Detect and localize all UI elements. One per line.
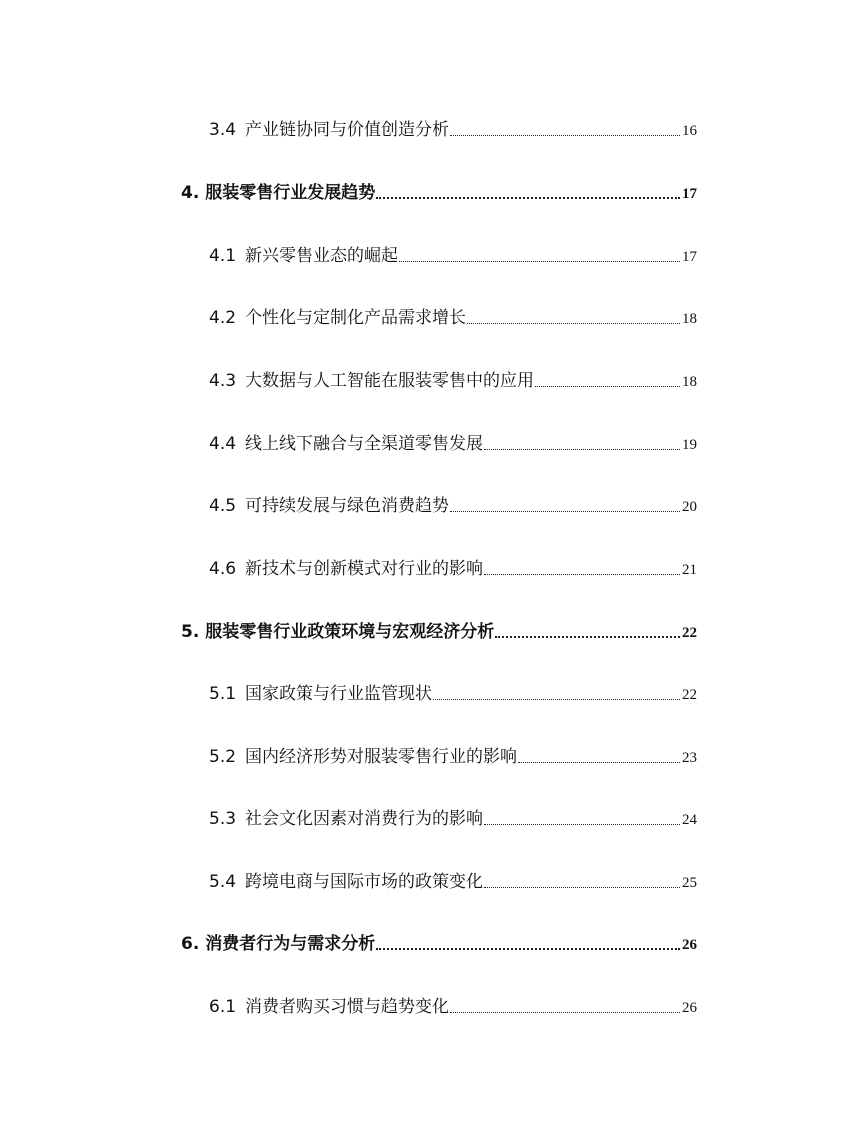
entry-number: 6.1 bbox=[209, 997, 237, 1017]
entry-page-number: 25 bbox=[682, 875, 697, 891]
toc-entry-6-1[interactable] bbox=[209, 993, 697, 1017]
toc-entry-5-4[interactable] bbox=[209, 868, 697, 892]
entry-page-number: 22 bbox=[682, 625, 697, 641]
entry-title: 个性化与定制化产品需求增长 bbox=[245, 308, 467, 328]
entry-title: 消费者行为与需求分析 bbox=[205, 934, 376, 954]
entry-number: 4.6 bbox=[209, 559, 237, 579]
entry-page-number: 20 bbox=[682, 499, 697, 515]
entry-title: 跨境电商与国际市场的政策变化 bbox=[245, 872, 484, 892]
entry-page-number: 17 bbox=[682, 186, 697, 202]
entry-page-number: 19 bbox=[682, 437, 697, 453]
entry-page-number: 26 bbox=[682, 1000, 697, 1016]
entry-title: 社会文化因素对消费行为的影响 bbox=[245, 809, 484, 829]
toc-entry-4-5[interactable] bbox=[209, 492, 697, 516]
dot-leader bbox=[484, 824, 680, 825]
entry-page-number: 26 bbox=[682, 937, 697, 953]
dot-leader bbox=[433, 699, 680, 700]
toc-entry-4-1[interactable] bbox=[209, 242, 697, 266]
dot-leader bbox=[376, 197, 680, 199]
toc-entry-5-2[interactable] bbox=[209, 743, 697, 767]
entry-title: 国内经济形势对服装零售行业的影响 bbox=[245, 747, 518, 767]
toc-entry-4-6[interactable] bbox=[209, 555, 697, 579]
entry-number: 5. bbox=[181, 622, 200, 642]
toc-entry-4-4[interactable] bbox=[209, 430, 697, 454]
entry-number: 4.4 bbox=[209, 434, 237, 454]
toc-entry-3-4[interactable] bbox=[209, 116, 697, 140]
toc-entry-4[interactable] bbox=[181, 179, 697, 203]
entry-title: 国家政策与行业监管现状 bbox=[245, 684, 433, 704]
entry-number: 6. bbox=[181, 934, 200, 954]
dot-leader bbox=[484, 449, 680, 450]
entry-title: 新技术与创新模式对行业的影响 bbox=[245, 559, 484, 579]
dot-leader bbox=[495, 636, 680, 638]
toc-entry-5-3[interactable] bbox=[209, 805, 697, 829]
entry-number: 5.2 bbox=[209, 747, 237, 767]
entry-number: 4.3 bbox=[209, 371, 237, 391]
entry-title: 消费者购买习惯与趋势变化 bbox=[245, 997, 450, 1017]
entry-number: 5.3 bbox=[209, 809, 237, 829]
entry-title: 线上线下融合与全渠道零售发展 bbox=[245, 434, 484, 454]
dot-leader bbox=[450, 511, 680, 512]
entry-page-number: 18 bbox=[682, 311, 697, 327]
entry-number: 3.4 bbox=[209, 120, 237, 140]
entry-page-number: 18 bbox=[682, 374, 697, 390]
entry-title: 服装零售行业政策环境与宏观经济分析 bbox=[205, 622, 495, 642]
entry-title: 可持续发展与绿色消费趋势 bbox=[245, 496, 450, 516]
entry-page-number: 22 bbox=[682, 687, 697, 703]
toc-entry-5-1[interactable] bbox=[209, 680, 697, 704]
dot-leader bbox=[376, 948, 680, 950]
entry-page-number: 17 bbox=[682, 249, 697, 265]
toc-entry-4-2[interactable] bbox=[209, 304, 697, 328]
entry-number: 5.1 bbox=[209, 684, 237, 704]
entry-number: 4. bbox=[181, 183, 200, 203]
entry-page-number: 21 bbox=[682, 562, 697, 578]
toc-entry-4-3[interactable] bbox=[209, 367, 697, 391]
entry-number: 4.5 bbox=[209, 496, 237, 516]
dot-leader bbox=[518, 762, 680, 763]
entry-page-number: 23 bbox=[682, 750, 697, 766]
entry-title: 新兴零售业态的崛起 bbox=[245, 246, 399, 266]
toc-entry-6[interactable] bbox=[181, 930, 697, 954]
dot-leader bbox=[467, 323, 680, 324]
entry-title: 服装零售行业发展趋势 bbox=[205, 183, 376, 203]
dot-leader bbox=[535, 386, 680, 387]
dot-leader bbox=[399, 261, 680, 262]
entry-page-number: 16 bbox=[682, 123, 697, 139]
entry-number: 4.1 bbox=[209, 246, 237, 266]
entry-page-number: 24 bbox=[682, 812, 697, 828]
dot-leader bbox=[484, 887, 680, 888]
dot-leader bbox=[450, 1012, 680, 1013]
dot-leader bbox=[450, 135, 680, 136]
entry-number: 4.2 bbox=[209, 308, 237, 328]
dot-leader bbox=[484, 574, 680, 575]
toc-entry-5[interactable] bbox=[181, 618, 697, 642]
entry-number: 5.4 bbox=[209, 872, 237, 892]
entry-title: 产业链协同与价值创造分析 bbox=[245, 120, 450, 140]
entry-title: 大数据与人工智能在服装零售中的应用 bbox=[245, 371, 535, 391]
